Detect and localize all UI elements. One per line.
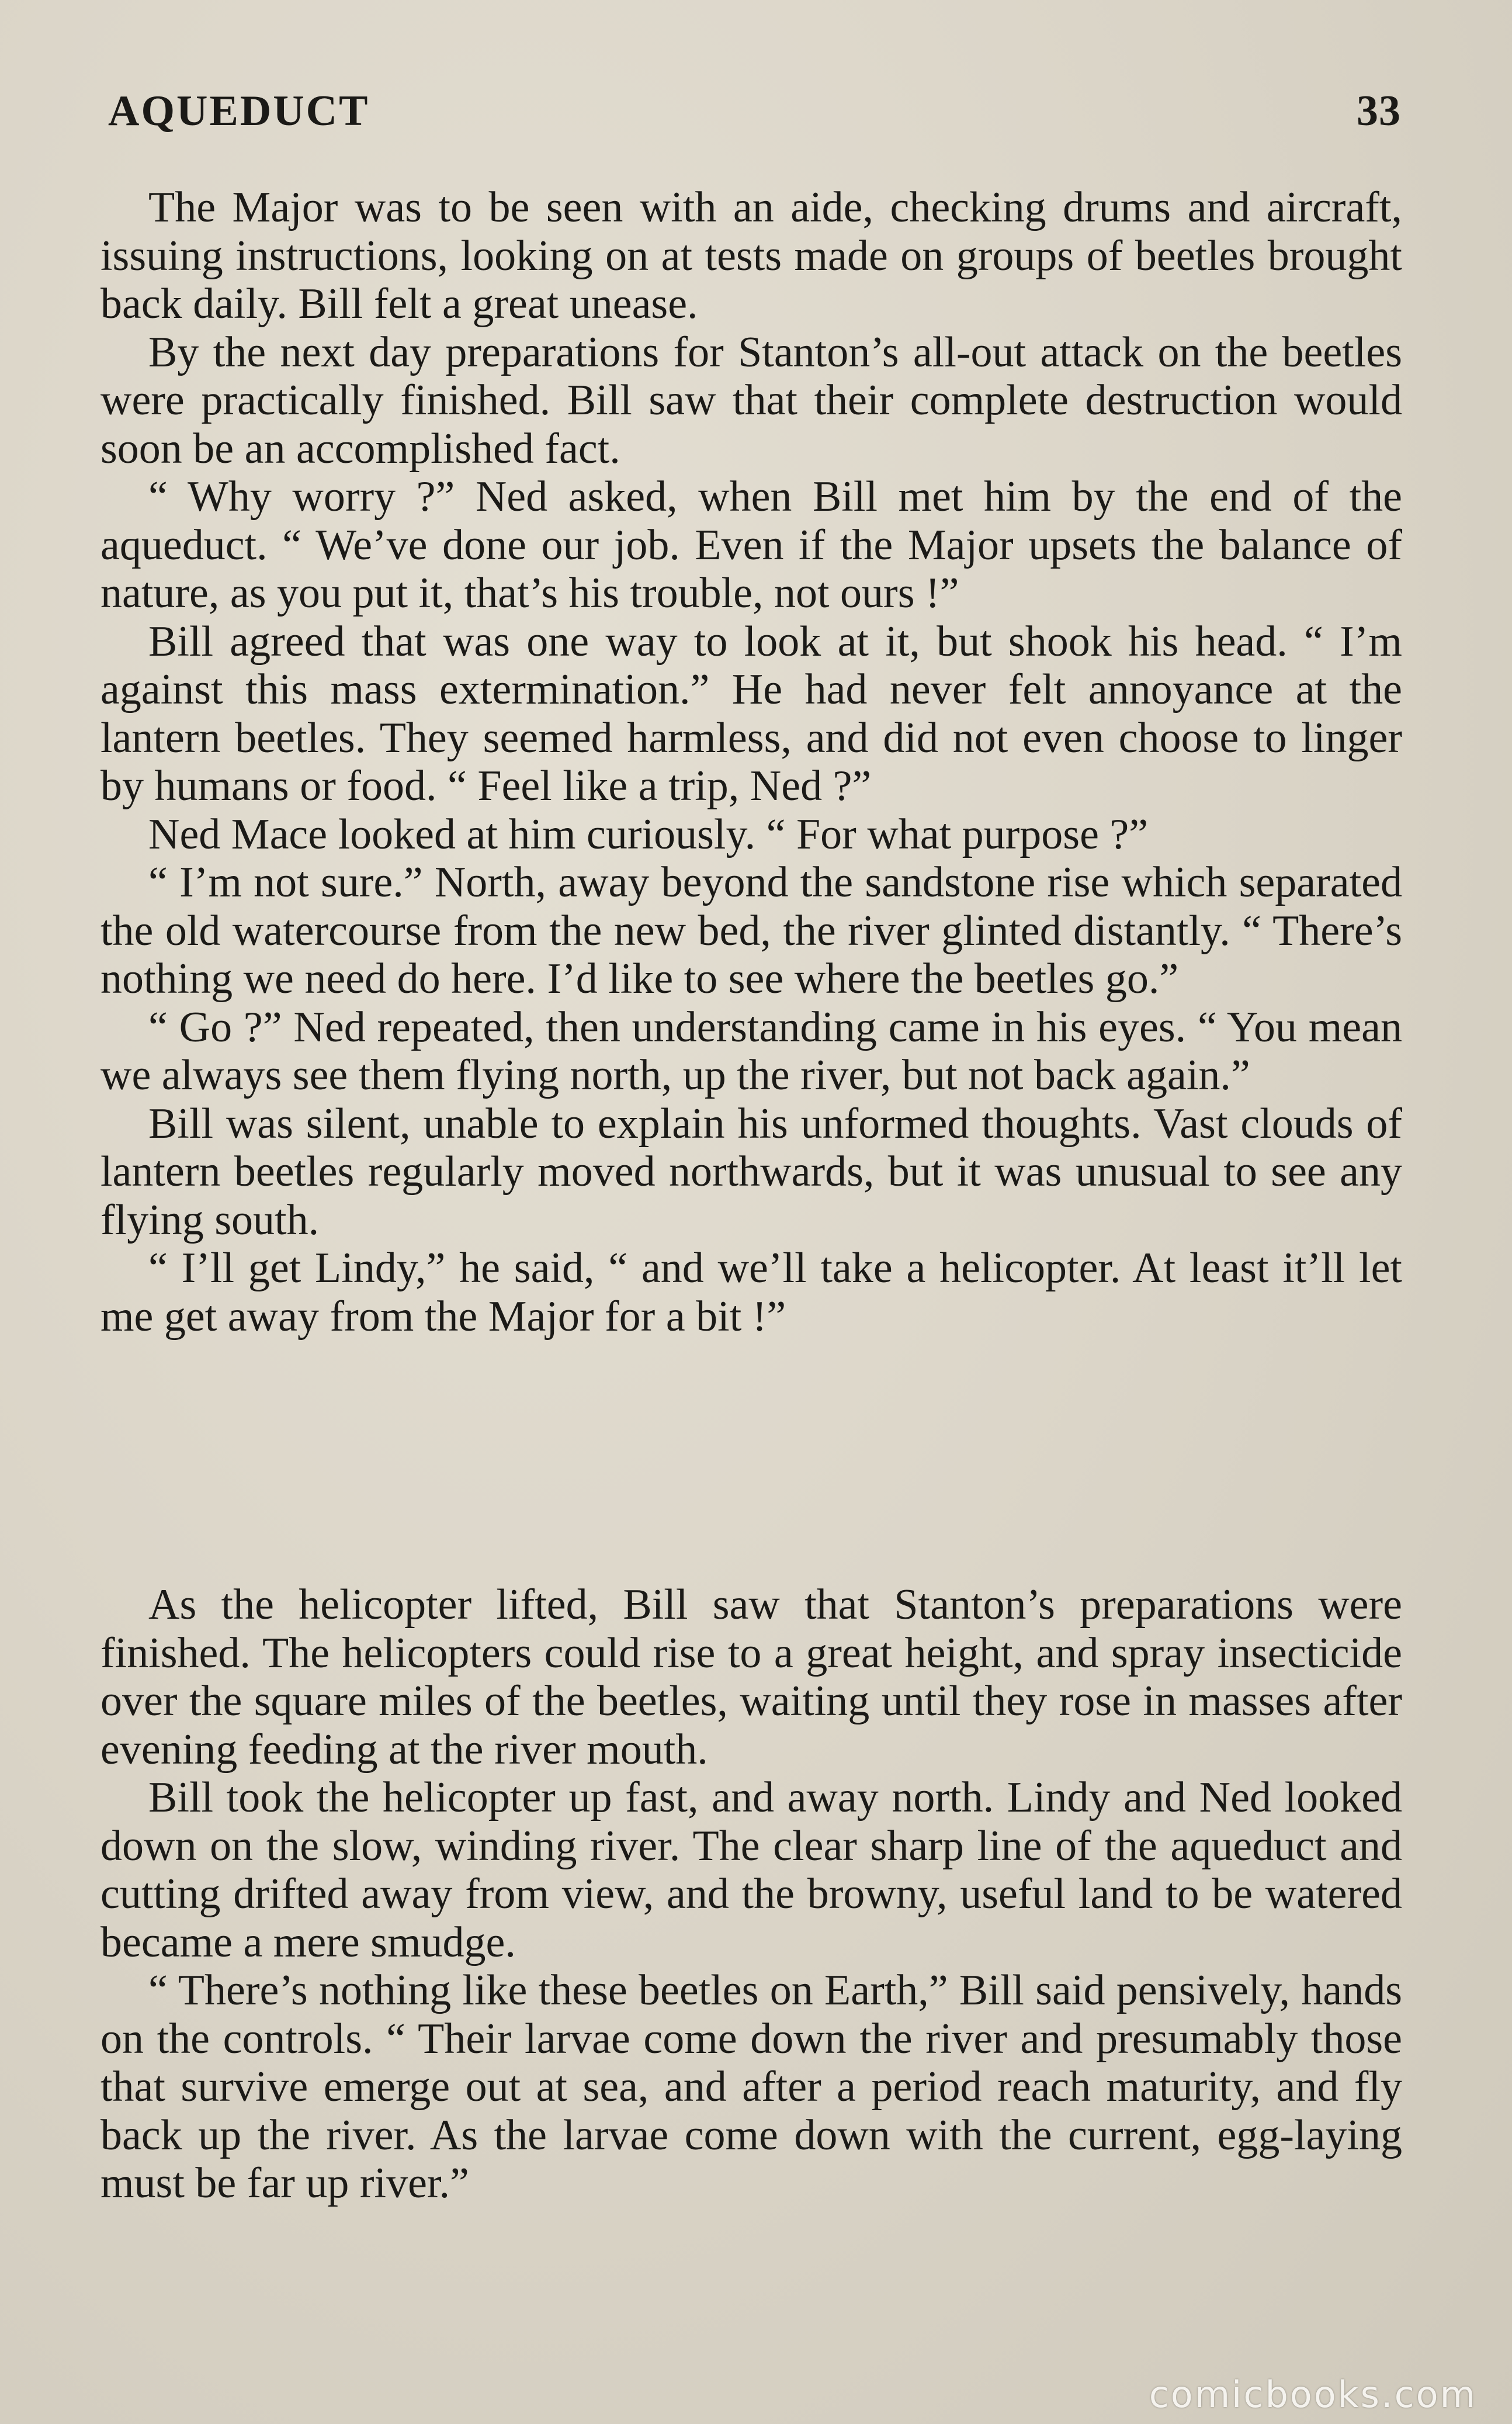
paragraph: Bill took the helicopter up fast, and away north. Lindy and Ned looked down on the slow, winding river. The clear sharp line of the aqueduct and cutting drifted away from view, and the browny, useful land to be watered became a mere smudge. [100,1774,1402,1966]
paragraph: “ I’ll get Lindy,” he said, “ and we’ll take a helicopter. At least it’ll let me get away from the Major for a bit !” [100,1244,1402,1341]
section-one [100,183,1402,1341]
paragraph: Bill was silent, unable to explain his unformed thoughts. Vast clouds of lantern beetles regularly moved northwards, but it was unusual to see any flying south. [100,1099,1402,1244]
paragraph: Ned Mace looked at him curiously. “ For what purpose ?” [148,810,1149,858]
running-head [108,86,1401,145]
paragraph: “ Go ?” Ned repeated, then understanding came in his eyes. “ You mean we always see them flying north, up the river, but not back again.” [100,1003,1402,1099]
paragraph: Bill agreed that was one way to look at it, but shook his head. “ I’m against this mass extermination.” He had never felt annoyance at the lantern beetles. They seemed harmless, and did not even choose to linger by humans or food. “ Feel like a trip, Ned ?” [100,617,1402,810]
watermark: comicbooks.com [1149,2373,1477,2416]
running-title: AQUEDUCT [108,87,370,135]
paragraph: “ There’s nothing like these beetles on Earth,” Bill said pensively, hands on the controls. “ Their larvae come down the river and presumably those that survive emerge out at sea, and after a period reach maturity, and fly back up the river. As the larvae come down with the current, egg-laying must be far up river.” [100,1966,1402,2207]
page-number: 33 [1357,87,1401,135]
section-two [100,1581,1402,2208]
paragraph: “ Why worry ?” Ned asked, when Bill met him by the end of the aqueduct. “ We’ve done our job. Even if the Major upsets the balance of nature, as you put it, that’s his trouble, not ours !” [100,473,1402,617]
paragraph: The Major was to be seen with an aide, checking drums and aircraft, issuing instructions, looking on at tests made on groups of beetles brought back daily. Bill felt a great unease. [100,183,1402,328]
paragraph: By the next day preparations for Stanton’s all-out attack on the beetles were practically finished. Bill saw that their complete destruction would soon be an accomplished fact. [100,328,1402,473]
paragraph: “ I’m not sure.” North, away beyond the sandstone rise which separated the old watercourse from the new bed, the river glinted distantly. “ There’s nothing we need do here. I’d like to see where the beetles go.” [100,858,1402,1003]
paragraph: As the helicopter lifted, Bill saw that Stanton’s preparations were finished. The helicopters could rise to a great height, and spray insecticide over the square miles of the beetles, waiting until they rose in masses after evening feeding at the river mouth. [100,1581,1402,1774]
